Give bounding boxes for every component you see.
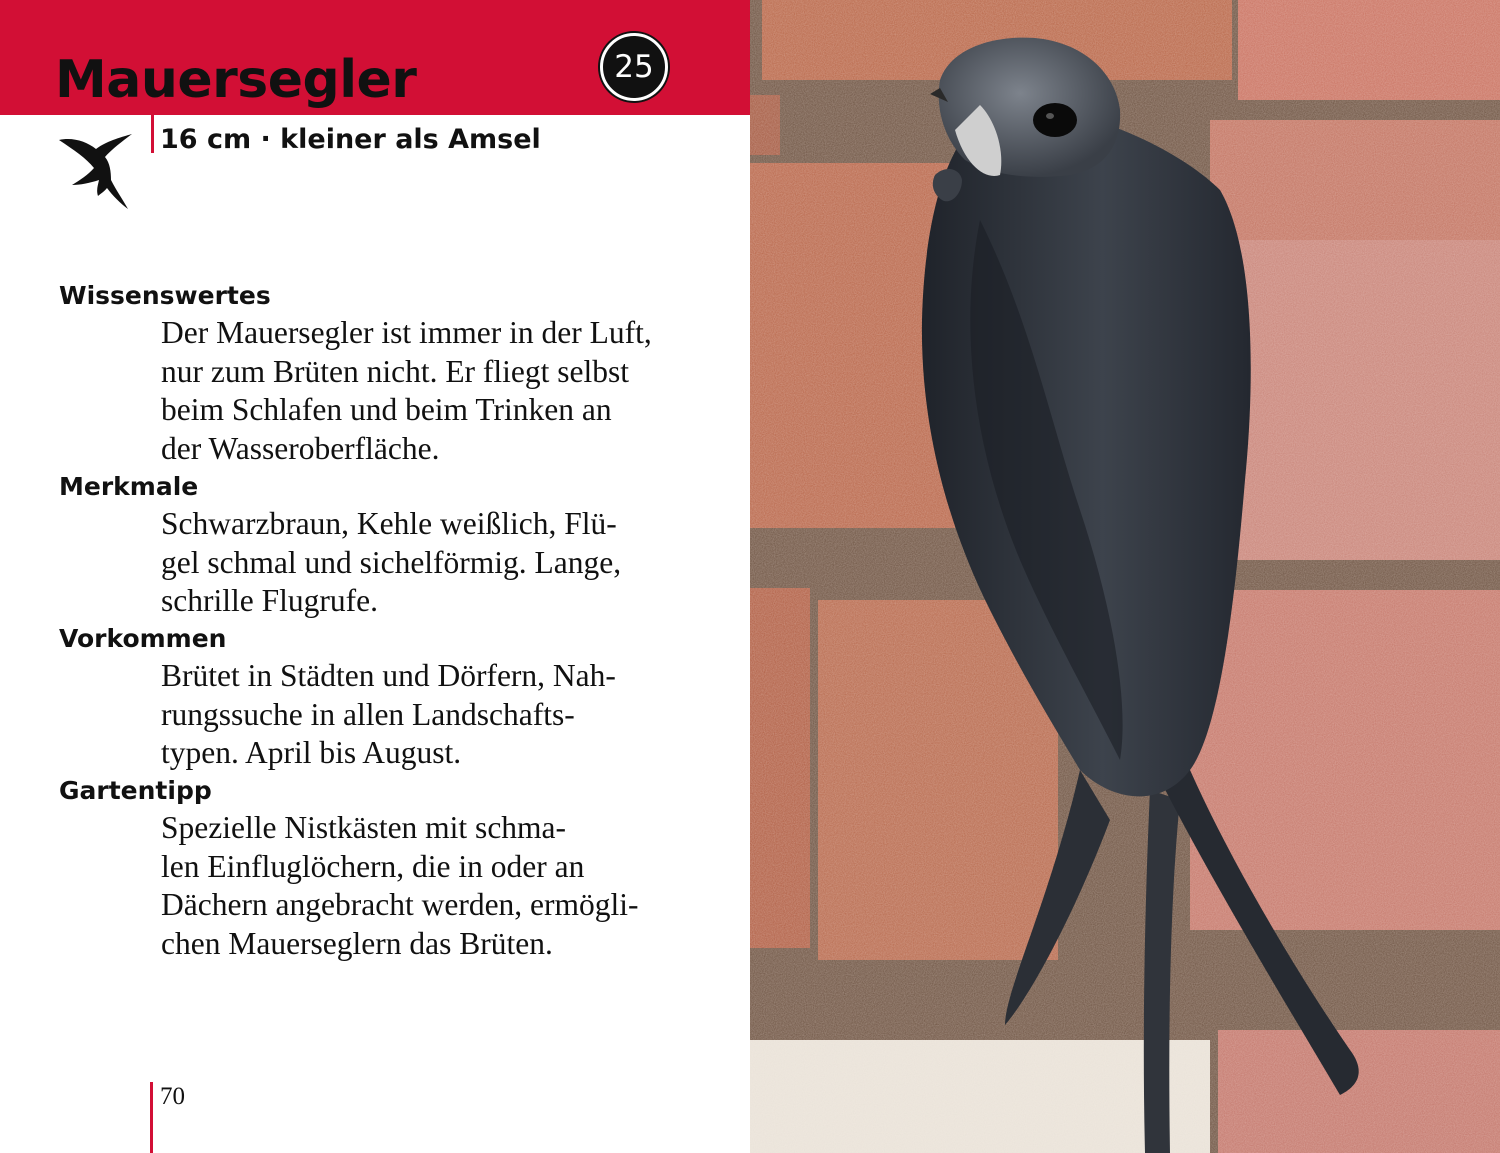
text-line: chen Mauerseglern das Brüten.: [161, 926, 553, 962]
section-text: [161, 657, 719, 773]
section-merkmale: [59, 469, 719, 621]
section-title: Gartentipp: [59, 776, 212, 806]
species-title: Mauersegler: [55, 50, 417, 110]
text-line: typen. April bis August.: [161, 735, 462, 771]
text-line: schrille Flugrufe.: [161, 583, 378, 619]
size-info: 16 cm · kleiner als Amsel: [160, 124, 541, 155]
section-title: Vorkommen: [59, 623, 227, 653]
section-gartentipp: [59, 773, 719, 964]
text-line: Schwarzbraun, Kehle weißlich, Flü-: [161, 505, 617, 541]
text-line: Brütet in Städten und Dörfern, Nah-: [161, 657, 616, 693]
section-title: Wissenswertes: [59, 281, 271, 310]
swift-photo: [750, 0, 1500, 1153]
footer-divider: [150, 1082, 153, 1153]
section-title: Merkmale: [59, 471, 199, 501]
text-line: nur zum Brüten nicht. Er fliegt selbst: [161, 353, 630, 389]
text-line: Dächern angebracht werden, ermögli-: [161, 887, 639, 923]
text-line: beim Schlafen und beim Trinken an: [161, 392, 612, 428]
header-divider: [151, 115, 154, 153]
section-vorkommen: [59, 621, 719, 773]
text-line: Der Mauersegler ist immer in der Luft,: [161, 315, 652, 350]
text-line: len Einfluglöchern, die in oder an: [161, 848, 585, 884]
text-line: der Wasseroberfläche.: [161, 431, 440, 467]
section-text: [161, 809, 719, 964]
species-number: 25: [614, 49, 654, 85]
section-text: [161, 505, 719, 621]
text-line: gel schmal und sichelförmig. Lange,: [161, 544, 622, 580]
section-wissenswertes: [59, 278, 719, 469]
swift-silhouette-icon: [58, 130, 140, 212]
text-line: rungssuche in allen Landschafts-: [161, 696, 575, 732]
species-number-badge: [600, 33, 668, 101]
page-number: 70: [160, 1083, 185, 1110]
section-text: [161, 314, 719, 469]
species-description: [59, 278, 719, 964]
text-line: Spezielle Nistkästen mit schma-: [161, 810, 567, 846]
